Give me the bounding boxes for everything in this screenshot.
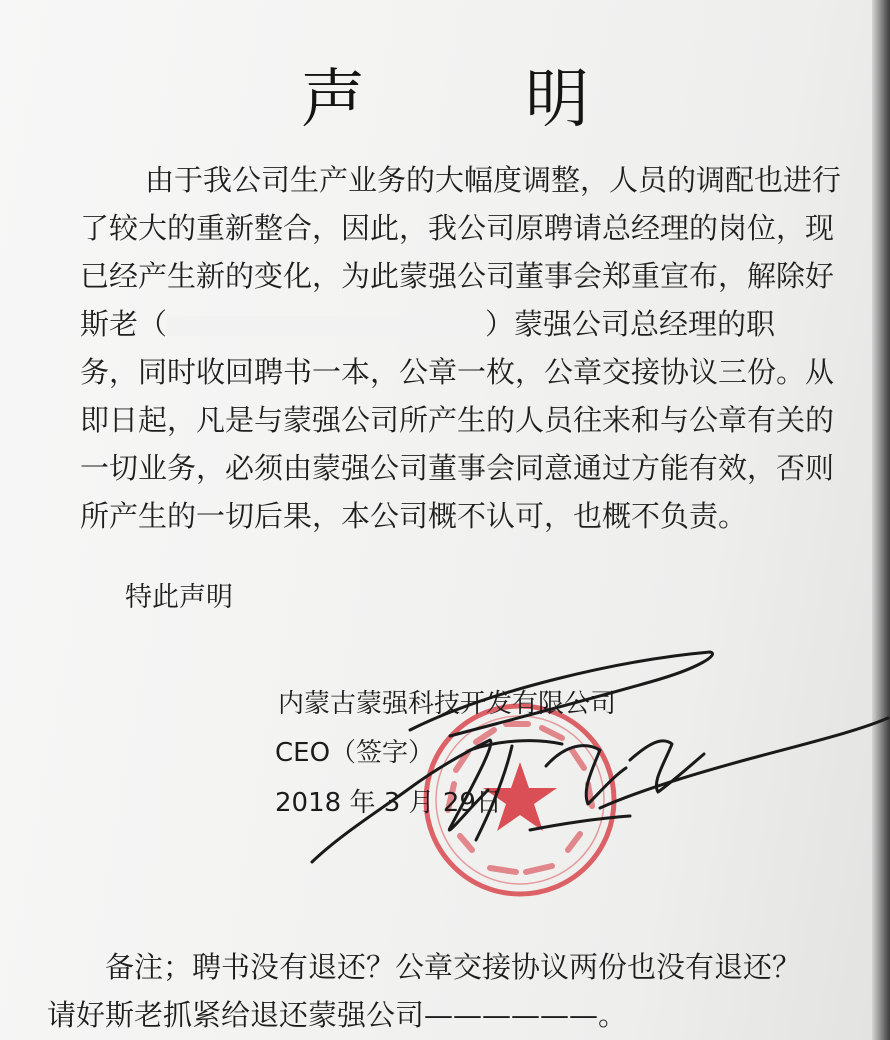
date-month: 3 — [383, 788, 401, 818]
note-line-1: 备注；聘书没有退还？公章交接协议两份也没有退还？ — [105, 950, 802, 984]
signatory-company: 内蒙古蒙强科技开发有限公司 — [278, 689, 617, 719]
date-month-unit: 月 — [408, 788, 435, 818]
body-line-4-start: 斯老（ — [80, 307, 168, 341]
redacted-region — [167, 316, 485, 336]
body-line-4 — [80, 307, 775, 341]
body-line-8: 所产生的一切后果，本公司概不认可，也概不负责。 — [80, 499, 748, 533]
ceo-signature-label: CEO（签字） — [275, 738, 435, 768]
date-year-unit: 年 — [349, 788, 376, 818]
date-day: 29 — [442, 788, 476, 818]
body-line-2: 了较大的重新整合，因此，我公司原聘请总经理的岗位，现 — [80, 211, 835, 245]
body-line-6: 即日起，凡是与蒙强公司所产生的人员往来和与公章有关的 — [80, 403, 835, 437]
document-title: 声 明 — [300, 63, 660, 137]
body-line-1: 由于我公司生产业务的大幅度调整，人员的调配也进行 — [145, 163, 842, 197]
body-line-4-end: ）蒙强公司总经理的职 — [485, 307, 776, 341]
page-edge-shadow — [872, 0, 890, 1040]
note-line-2: 请好斯老抓紧给退还蒙强公司——————。 — [47, 998, 628, 1032]
body-line-7: 一切业务，必须由蒙强公司董事会同意通过方能有效，否则 — [80, 451, 835, 485]
date-day-unit: 日 — [475, 788, 502, 818]
body-line-5: 务，同时收回聘书一本，公章一枚，公章交接协议三份。从 — [80, 355, 835, 389]
handwritten-signature — [300, 640, 890, 880]
closing-statement: 特此声明 — [125, 582, 233, 613]
body-line-3: 已经产生新的变化，为此蒙强公司董事会郑重宣布，解除好 — [80, 259, 835, 293]
date-year: 2018 — [275, 788, 342, 818]
